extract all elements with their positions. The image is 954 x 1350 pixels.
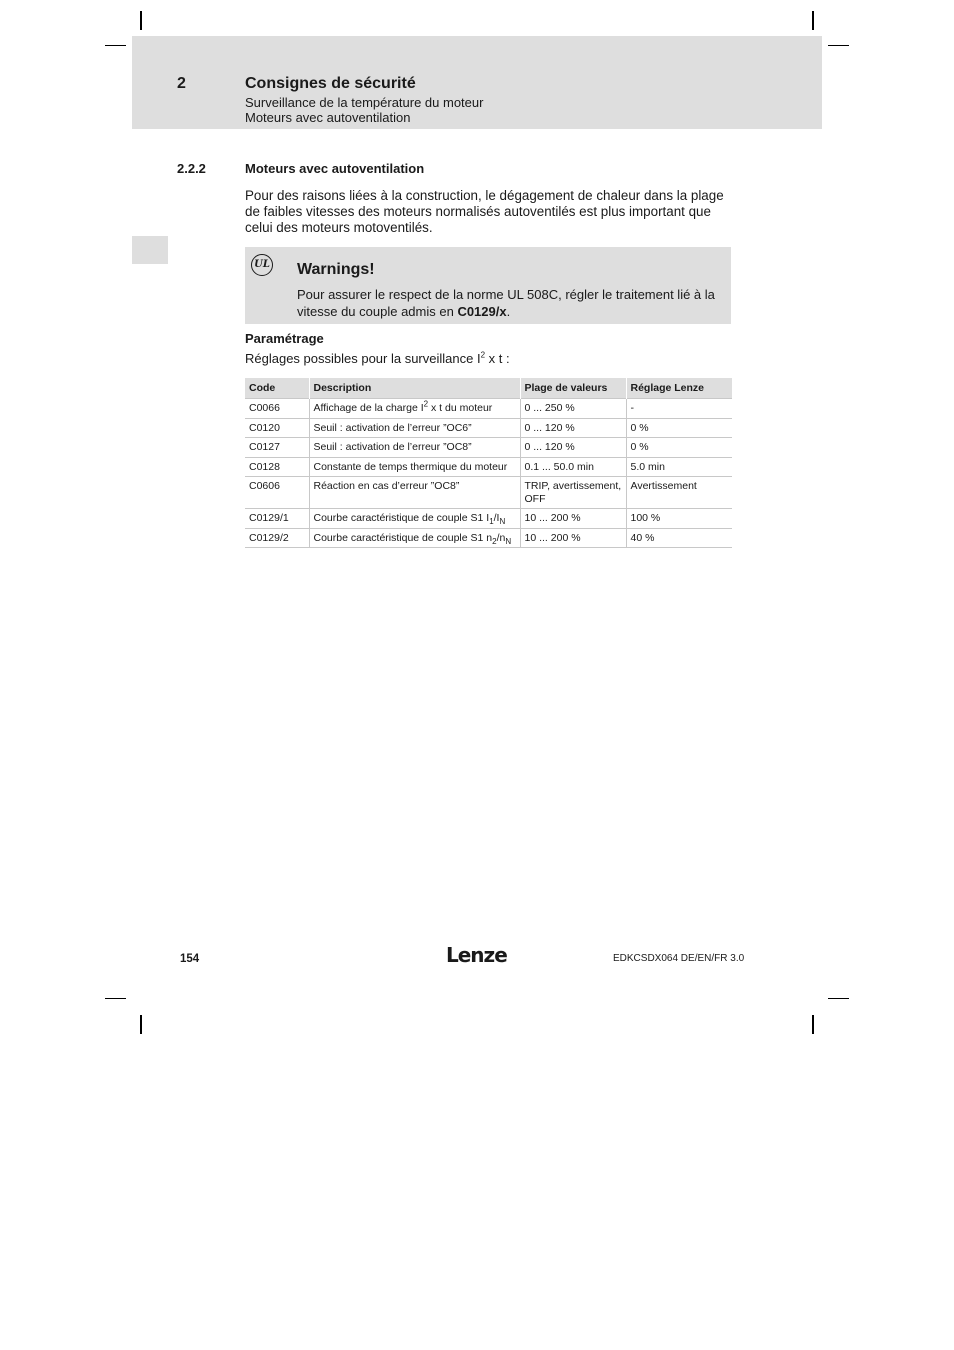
cell-lenze-setting: - [626,399,732,419]
document-id: EDKCSDX064 DE/EN/FR 3.0 [613,953,745,964]
crop-mark [140,1015,142,1034]
cell-description: Seuil : activation de l’erreur ”OC8” [309,438,520,458]
cell-lenze-setting: 0 % [626,438,732,458]
cell-description: Réaction en cas d’erreur ”OC8” [309,477,520,509]
chapter-number: 2 [177,75,186,92]
cell-lenze-setting: 0 % [626,418,732,438]
cell-description: Constante de temps thermique du moteur [309,457,520,477]
chapter-subtitle-2: Moteurs avec autoventilation [245,110,411,125]
cell-code: C0606 [245,477,309,509]
cell-code: C0129/2 [245,528,309,548]
cell-range: TRIP, avertissement, OFF [520,477,626,509]
crop-mark [105,45,126,46]
cell-range: 10 ... 200 % [520,528,626,548]
crop-mark [140,11,142,30]
warning-code: C0129/x [457,303,507,319]
column-header-description: Description [309,378,520,399]
table-row [245,457,732,477]
parametrage-heading: Paramétrage [245,331,324,346]
column-header-lenze-setting: Réglage Lenze [626,378,732,399]
cell-description: Courbe caractéristique de couple S1 $n_2/n_N$ [309,528,520,548]
table-row [245,528,732,548]
cell-range: 0 ... 120 % [520,438,626,458]
cell-range: 0.1 ... 50.0 min [520,457,626,477]
cell-lenze-setting: Avertissement [626,477,732,509]
table-row [245,477,732,509]
cell-description: Courbe caractéristique de couple S1 $I_1/I_N$ [309,509,520,529]
cell-lenze-setting: 5.0 min [626,457,732,477]
cell-code: C0066 [245,399,309,419]
chapter-title: Consignes de sécurité [245,75,416,92]
chapter-subtitle-1: Surveillance de la température du moteur [245,95,484,110]
table-row [245,438,732,458]
cell-lenze-setting: 40 % [626,528,732,548]
cell-range: 0 ... 120 % [520,418,626,438]
cell-description: Seuil : activation de l’erreur ”OC6” [309,418,520,438]
section-title: Moteurs avec autoventilation [245,161,425,176]
table-row [245,418,732,438]
crop-mark [105,998,126,999]
table-row [245,399,732,419]
section-number: 2.2.2 [177,161,206,176]
crop-mark [828,998,849,999]
side-tab-marker [132,236,168,264]
lenze-logo: Lenze [446,943,507,967]
cell-code: C0128 [245,457,309,477]
cell-range: 10 ... 200 % [520,509,626,529]
crop-mark [828,45,849,46]
parameter-table [245,378,732,548]
table-header-row [245,378,732,399]
warning-text: Pour assurer le respect de la norme UL 508C, régler le traitement lié à la vitesse du couple admis en C0129/x. [297,287,715,319]
parametrage-text: Réglages possibles pour la surveillance $I^2$ x t : [245,350,510,366]
cell-code: C0120 [245,418,309,438]
column-header-code: Code [245,378,309,399]
section-paragraph: Pour des raisons liées à la construction, le dégagement de chaleur dans la plage de faibles vitesses des moteurs normalisés autoventilés est plus important que celui des moteurs motoventilés. [245,188,724,235]
cell-code: C0129/1 [245,509,309,529]
cell-code: C0127 [245,438,309,458]
cell-lenze-setting: 100 % [626,509,732,529]
crop-mark [812,1015,814,1034]
ul-certification-icon: UL [251,254,273,276]
page-number: 154 [180,953,200,965]
chapter-header-band [132,36,822,129]
column-header-range: Plage de valeurs [520,378,626,399]
table-row [245,509,732,529]
cell-description: Affichage de la charge $I^2$ x t du moteur [309,399,520,419]
cell-range: 0 ... 250 % [520,399,626,419]
warning-title: Warnings! [297,261,375,278]
crop-mark [812,11,814,30]
